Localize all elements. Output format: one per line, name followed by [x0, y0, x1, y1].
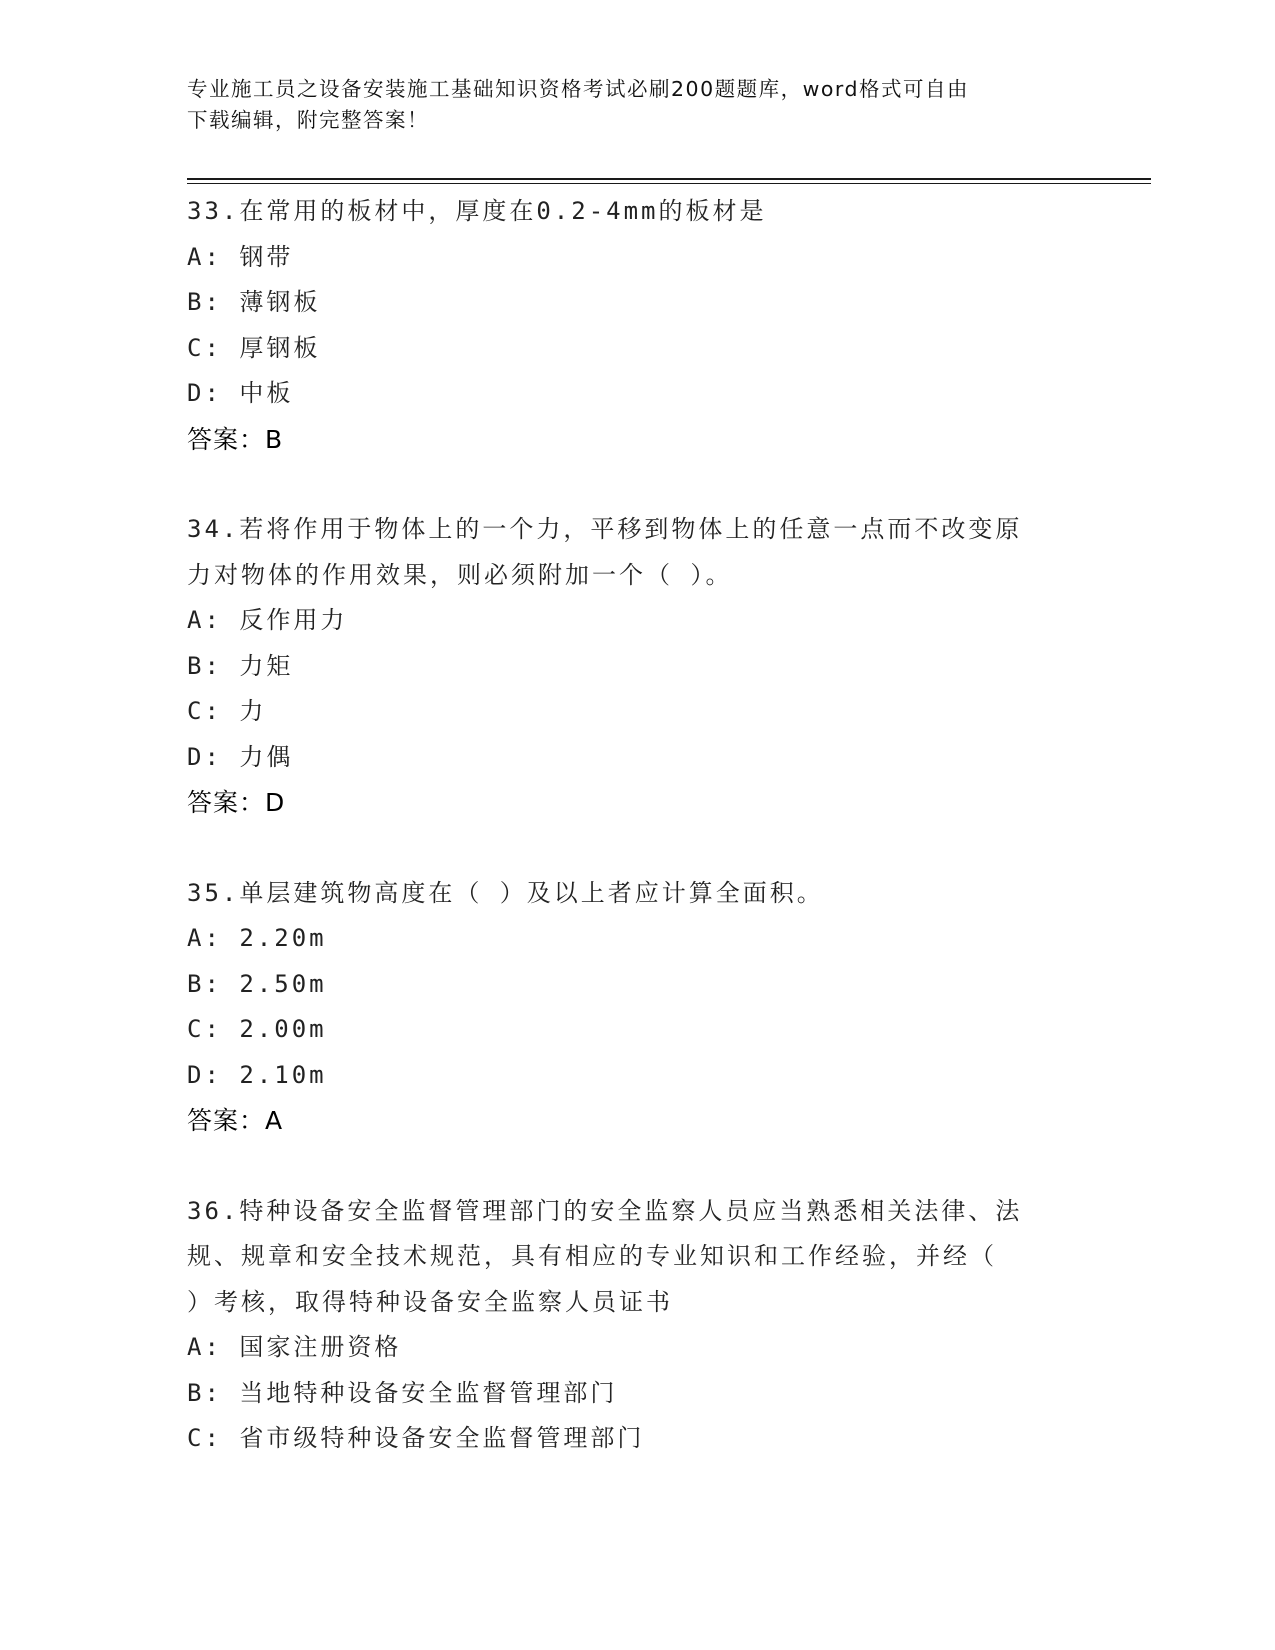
- option-b: B: 力矩: [187, 651, 294, 680]
- question-stem: 规、规章和安全技术规范，具有相应的专业知识和工作经验，并经（: [187, 1242, 997, 1270]
- question-34: [187, 507, 1077, 826]
- option-a: A: 反作用力: [187, 606, 348, 634]
- question-stem: 33.在常用的板材中，厚度在0.2-4mm的板材是: [187, 197, 767, 225]
- answer-label: 答案：B: [187, 424, 284, 454]
- option-d: D: 2.10m: [187, 1060, 327, 1089]
- option-c: C: 2.00m: [187, 1015, 327, 1043]
- option-a: A: 2.20m: [187, 924, 327, 952]
- question-stem: 35.单层建筑物高度在（ ）及以上者应计算全面积。: [187, 878, 824, 907]
- option-a: A: 钢带: [187, 242, 294, 271]
- option-b: B: 薄钢板: [187, 288, 321, 316]
- header-line-2: 下载编辑，附完整答案！: [187, 108, 429, 132]
- option-d: D: 中板: [187, 379, 294, 407]
- option-c: C: 力: [187, 697, 267, 725]
- option-b: B: 2.50m: [187, 969, 327, 998]
- question-stem: ）考核，取得特种设备安全监察人员证书: [187, 1287, 673, 1316]
- question-36: [187, 1189, 1077, 1462]
- option-b: B: 当地特种设备安全监督管理部门: [187, 1378, 618, 1407]
- question-33: [187, 189, 1077, 462]
- header-divider-thick: [187, 178, 1151, 180]
- option-d: D: 力偶: [187, 742, 294, 771]
- option-c: C: 厚钢板: [187, 333, 321, 362]
- question-35: [187, 871, 1077, 1144]
- header-line-1: 专业施工员之设备安装施工基础知识资格考试必刷200题题库，word格式可自由: [187, 77, 970, 101]
- option-c: C: 省市级特种设备安全监督管理部门: [187, 1424, 645, 1452]
- document-header: [187, 74, 1087, 136]
- answer-label: 答案：D: [187, 788, 286, 817]
- question-stem: 36.特种设备安全监督管理部门的安全监察人员应当熟悉相关法律、法: [187, 1196, 1023, 1225]
- question-stem: 34.若将作用于物体上的一个力，平移到物体上的任意一点而不改变原: [187, 515, 1023, 543]
- question-list: [187, 189, 1077, 1507]
- question-stem: 力对物体的作用效果，则必须附加一个（ ）。: [187, 560, 733, 589]
- option-a: A: 国家注册资格: [187, 1333, 402, 1361]
- answer-label: 答案：A: [187, 1106, 284, 1135]
- header-divider-thin: [187, 183, 1151, 184]
